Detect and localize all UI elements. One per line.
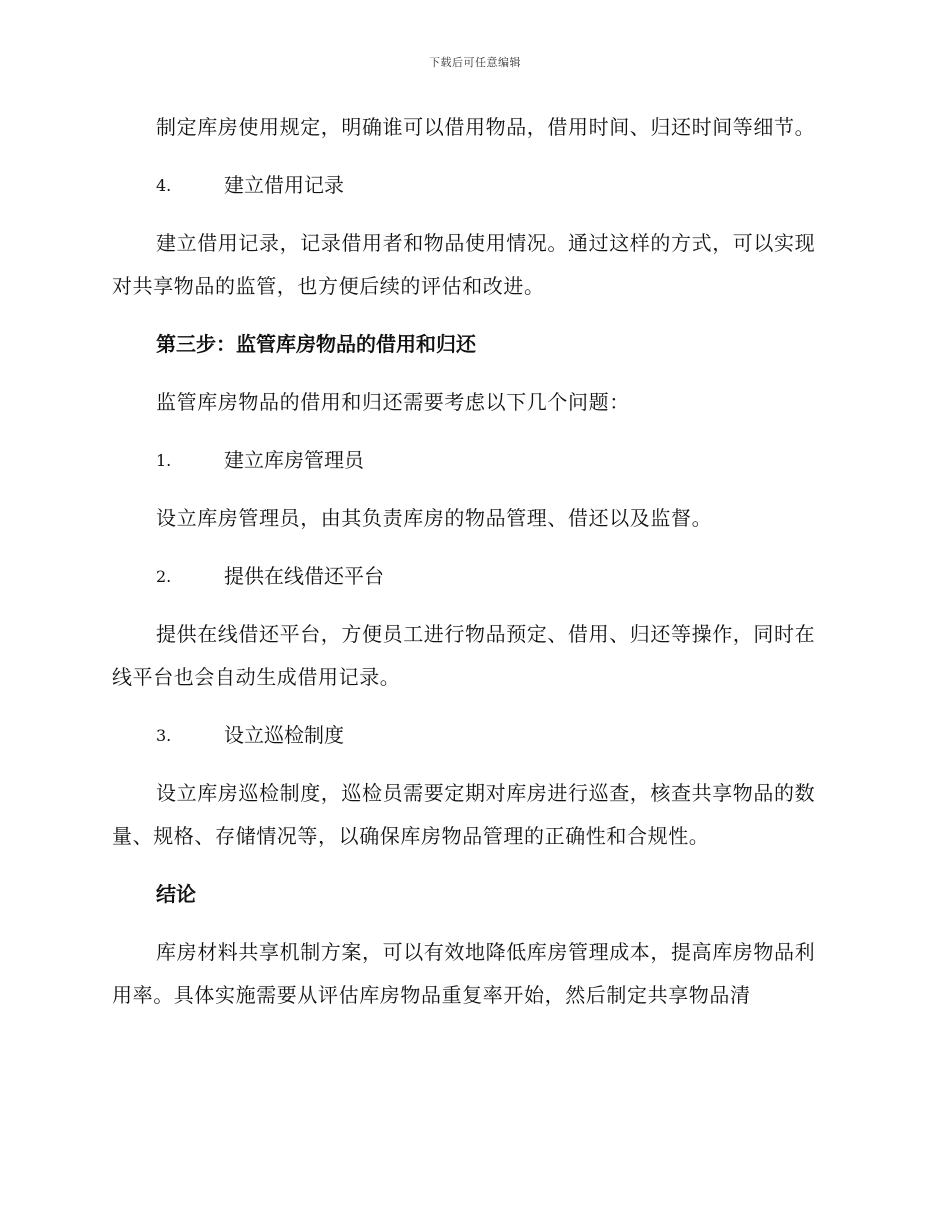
paragraph-warehouse-manager: 设立库房管理员，由其负责库房的物品管理、借还以及监督。 xyxy=(156,506,713,530)
list-item-title: 建立库房管理员 xyxy=(224,448,364,472)
paragraph-usage-rules: 制定库房使用规定，明确谁可以借用物品，借用时间、归还时间等细节。 xyxy=(156,115,816,139)
list-item-3 xyxy=(112,714,832,757)
paragraph-borrow-records: 建立借用记录，记录借用者和物品使用情况。通过这样的方式，可以实现对共享物品的监管，也方便后续的评估和改进。 xyxy=(112,231,816,298)
list-item-title: 设立巡检制度 xyxy=(224,723,344,747)
list-item-1 xyxy=(112,439,832,482)
list-item-title: 建立借用记录 xyxy=(224,173,344,197)
paragraph-inspection: 设立库房巡检制度，巡检员需要定期对库房进行巡查，核查共享物品的数量、规格、存储情况等，以确保库房物品管理的正确性和合规性。 xyxy=(112,781,816,848)
paragraph-online-platform: 提供在线借还平台，方便员工进行物品预定、借用、归还等操作，同时在线平台也会自动生成借用记录。 xyxy=(112,622,816,689)
paragraph-step3-intro: 监管库房物品的借用和归还需要考虑以下几个问题： xyxy=(156,390,630,414)
list-item-2 xyxy=(112,555,832,598)
list-number: 2. xyxy=(156,567,172,586)
list-item-4 xyxy=(112,164,832,207)
list-number: 1. xyxy=(156,451,172,470)
document-body xyxy=(112,106,832,1032)
section-heading-step3: 第三步：监管库房物品的借用和归还 xyxy=(156,332,476,356)
page-header-note: 下载后可任意编辑 xyxy=(429,56,521,69)
list-number: 3. xyxy=(156,726,172,745)
list-item-title: 提供在线借还平台 xyxy=(224,564,384,588)
list-number: 4. xyxy=(156,176,172,195)
section-heading-conclusion: 结论 xyxy=(156,882,196,906)
paragraph-conclusion: 库房材料共享机制方案，可以有效地降低库房管理成本，提高库房物品利用率。具体实施需要从评估库房物品重复率开始，然后制定共享物品清 xyxy=(112,940,816,1007)
